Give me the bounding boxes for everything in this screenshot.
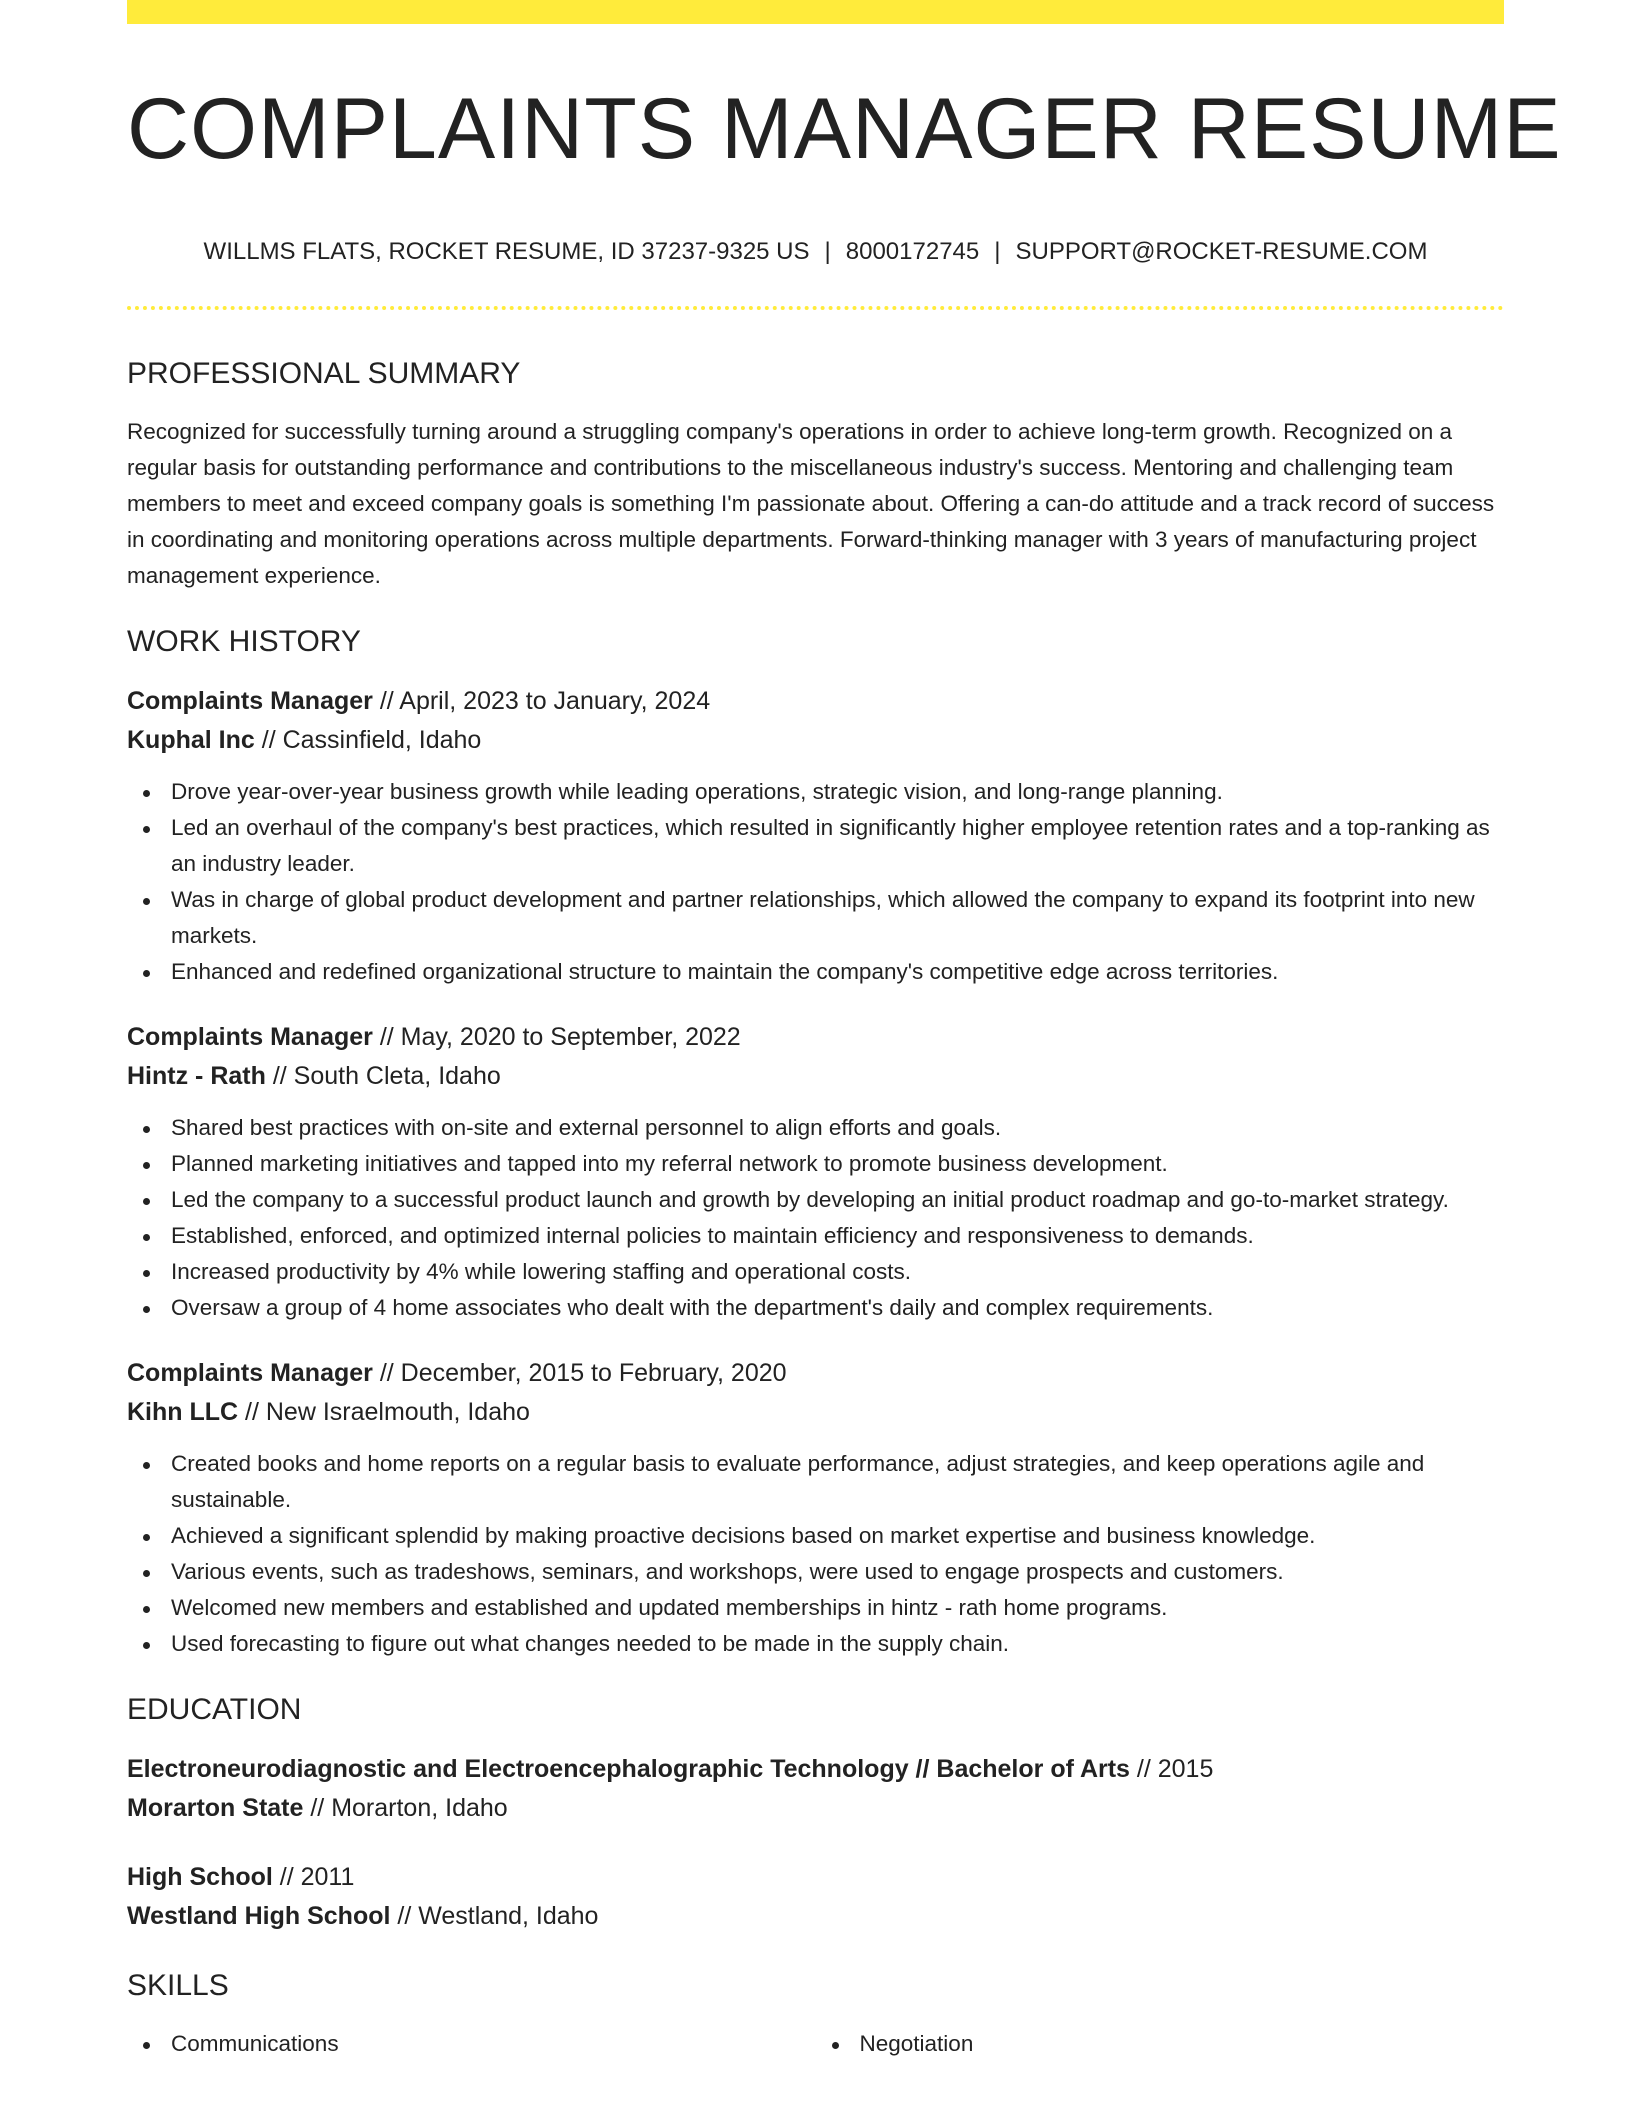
school-location: // Westland, Idaho — [390, 1902, 599, 1930]
resume-content — [127, 354, 1504, 2062]
job-company: Kihn LLC — [127, 1398, 239, 1426]
job-title-line — [127, 1018, 1504, 1057]
job-title: Complaints Manager — [127, 687, 373, 715]
school: Morarton State — [127, 1794, 304, 1822]
job-bullet: Oversaw a group of 4 home associates who dealt with the department's daily and complex requirements. — [127, 1290, 1504, 1326]
school-line — [127, 1789, 1504, 1828]
summary-heading: PROFESSIONAL SUMMARY — [127, 357, 521, 390]
job-bullet: Established, enforced, and optimized internal policies to maintain efficiency and responsiveness to demands. — [127, 1218, 1504, 1254]
job-bullet: Planned marketing initiatives and tapped into my referral network to promote business development. — [127, 1146, 1504, 1182]
job-company-line — [127, 1057, 1504, 1096]
job-bullet: Created books and home reports on a regular basis to evaluate performance, adjust strategies, and keep operations agile and sustainable. — [127, 1446, 1504, 1518]
contact-line — [127, 238, 1504, 266]
header-divider — [127, 306, 1504, 310]
job-bullet: Shared best practices with on-site and external personnel to align efforts and goals. — [127, 1110, 1504, 1146]
education-heading: EDUCATION — [127, 1693, 302, 1726]
summary-text: Recognized for successfully turning around a struggling company's operations in order to achieve long-term growth. Recognized on a regular basis for outstanding performance and contributions to the miscellaneous industry's success. Mentoring and challenging team members to meet and exceed company goals is something I'm passionate about. Offering a can-do attitude and a track record of success in coordinating and monitoring operations across multiple departments. Forward-thinking manager with 3 years of manufacturing project management experience. — [127, 419, 1495, 588]
job-company-line — [127, 721, 1504, 760]
degree-line — [127, 1750, 1504, 1789]
skill-item: Communications — [127, 2026, 816, 2062]
education-entry — [127, 1750, 1504, 1828]
job-bullets — [127, 1446, 1504, 1662]
job-location: // Cassinfield, Idaho — [254, 726, 482, 754]
job-bullet: Various events, such as tradeshows, seminars, and workshops, were used to engage prospects and customers. — [127, 1554, 1504, 1590]
contact-address: WILLMS FLATS, ROCKET RESUME, ID 37237-9325 US — [203, 238, 810, 265]
degree: Electroneurodiagnostic and Electroencephalographic Technology // Bachelor of Arts — [127, 1755, 1130, 1783]
job-bullet: Drove year-over-year business growth while leading operations, strategic vision, and long-range planning. — [127, 774, 1504, 810]
job-title-line — [127, 1354, 1504, 1393]
job-bullet: Led an overhaul of the company's best practices, which resulted in significantly higher employee retention rates and a top-ranking as an industry leader. — [127, 810, 1504, 882]
contact-email: SUPPORT@ROCKET-RESUME.COM — [1015, 238, 1428, 265]
job-bullet: Increased productivity by 4% while lowering staffing and operational costs. — [127, 1254, 1504, 1290]
page-title: COMPLAINTS MANAGER RESUME — [127, 81, 1562, 177]
job-bullet: Led the company to a successful product launch and growth by developing an initial product roadmap and go-to-market strategy. — [127, 1182, 1504, 1218]
job-bullet: Welcomed new members and established and updated memberships in hintz - rath home programs. — [127, 1590, 1504, 1626]
job-entry — [127, 1354, 1504, 1662]
job-title-line — [127, 682, 1504, 721]
job-dates: // April, 2023 to January, 2024 — [372, 687, 711, 715]
job-company: Hintz - Rath — [127, 1062, 266, 1090]
job-entry — [127, 682, 1504, 990]
contact-separator: | — [994, 238, 1001, 265]
work-history-heading: WORK HISTORY — [127, 625, 361, 658]
job-title: Complaints Manager — [127, 1023, 373, 1051]
skill-item: Negotiation — [816, 2026, 1505, 2062]
accent-bar — [127, 0, 1504, 24]
degree-year: // 2011 — [272, 1863, 355, 1891]
job-bullet: Achieved a significant splendid by making proactive decisions based on market expertise and business knowledge. — [127, 1518, 1504, 1554]
skills-heading: SKILLS — [127, 1969, 229, 2002]
job-location: // South Cleta, Idaho — [265, 1062, 501, 1090]
job-company: Kuphal Inc — [127, 726, 255, 754]
job-bullet: Enhanced and redefined organizational structure to maintain the company's competitive edge across territories. — [127, 954, 1504, 990]
degree: High School — [127, 1863, 273, 1891]
job-dates: // May, 2020 to September, 2022 — [372, 1023, 741, 1051]
job-dates: // December, 2015 to February, 2020 — [372, 1359, 787, 1387]
job-entry — [127, 1018, 1504, 1326]
job-bullets — [127, 774, 1504, 990]
skills-list — [127, 2026, 1504, 2062]
degree-line — [127, 1858, 1504, 1897]
school-location: // Morarton, Idaho — [303, 1794, 508, 1822]
contact-separator: | — [824, 238, 831, 265]
school: Westland High School — [127, 1902, 391, 1930]
job-bullets — [127, 1110, 1504, 1326]
contact-phone: 8000172745 — [845, 238, 980, 265]
education-entry — [127, 1858, 1504, 1936]
job-company-line — [127, 1393, 1504, 1432]
school-line — [127, 1897, 1504, 1936]
degree-year: // 2015 — [1129, 1755, 1214, 1783]
job-bullet: Used forecasting to figure out what changes needed to be made in the supply chain. — [127, 1626, 1504, 1662]
job-title: Complaints Manager — [127, 1359, 373, 1387]
job-location: // New Israelmouth, Idaho — [238, 1398, 530, 1426]
job-bullet: Was in charge of global product development and partner relationships, which allowed the company to expand its footprint into new markets. — [127, 882, 1504, 954]
